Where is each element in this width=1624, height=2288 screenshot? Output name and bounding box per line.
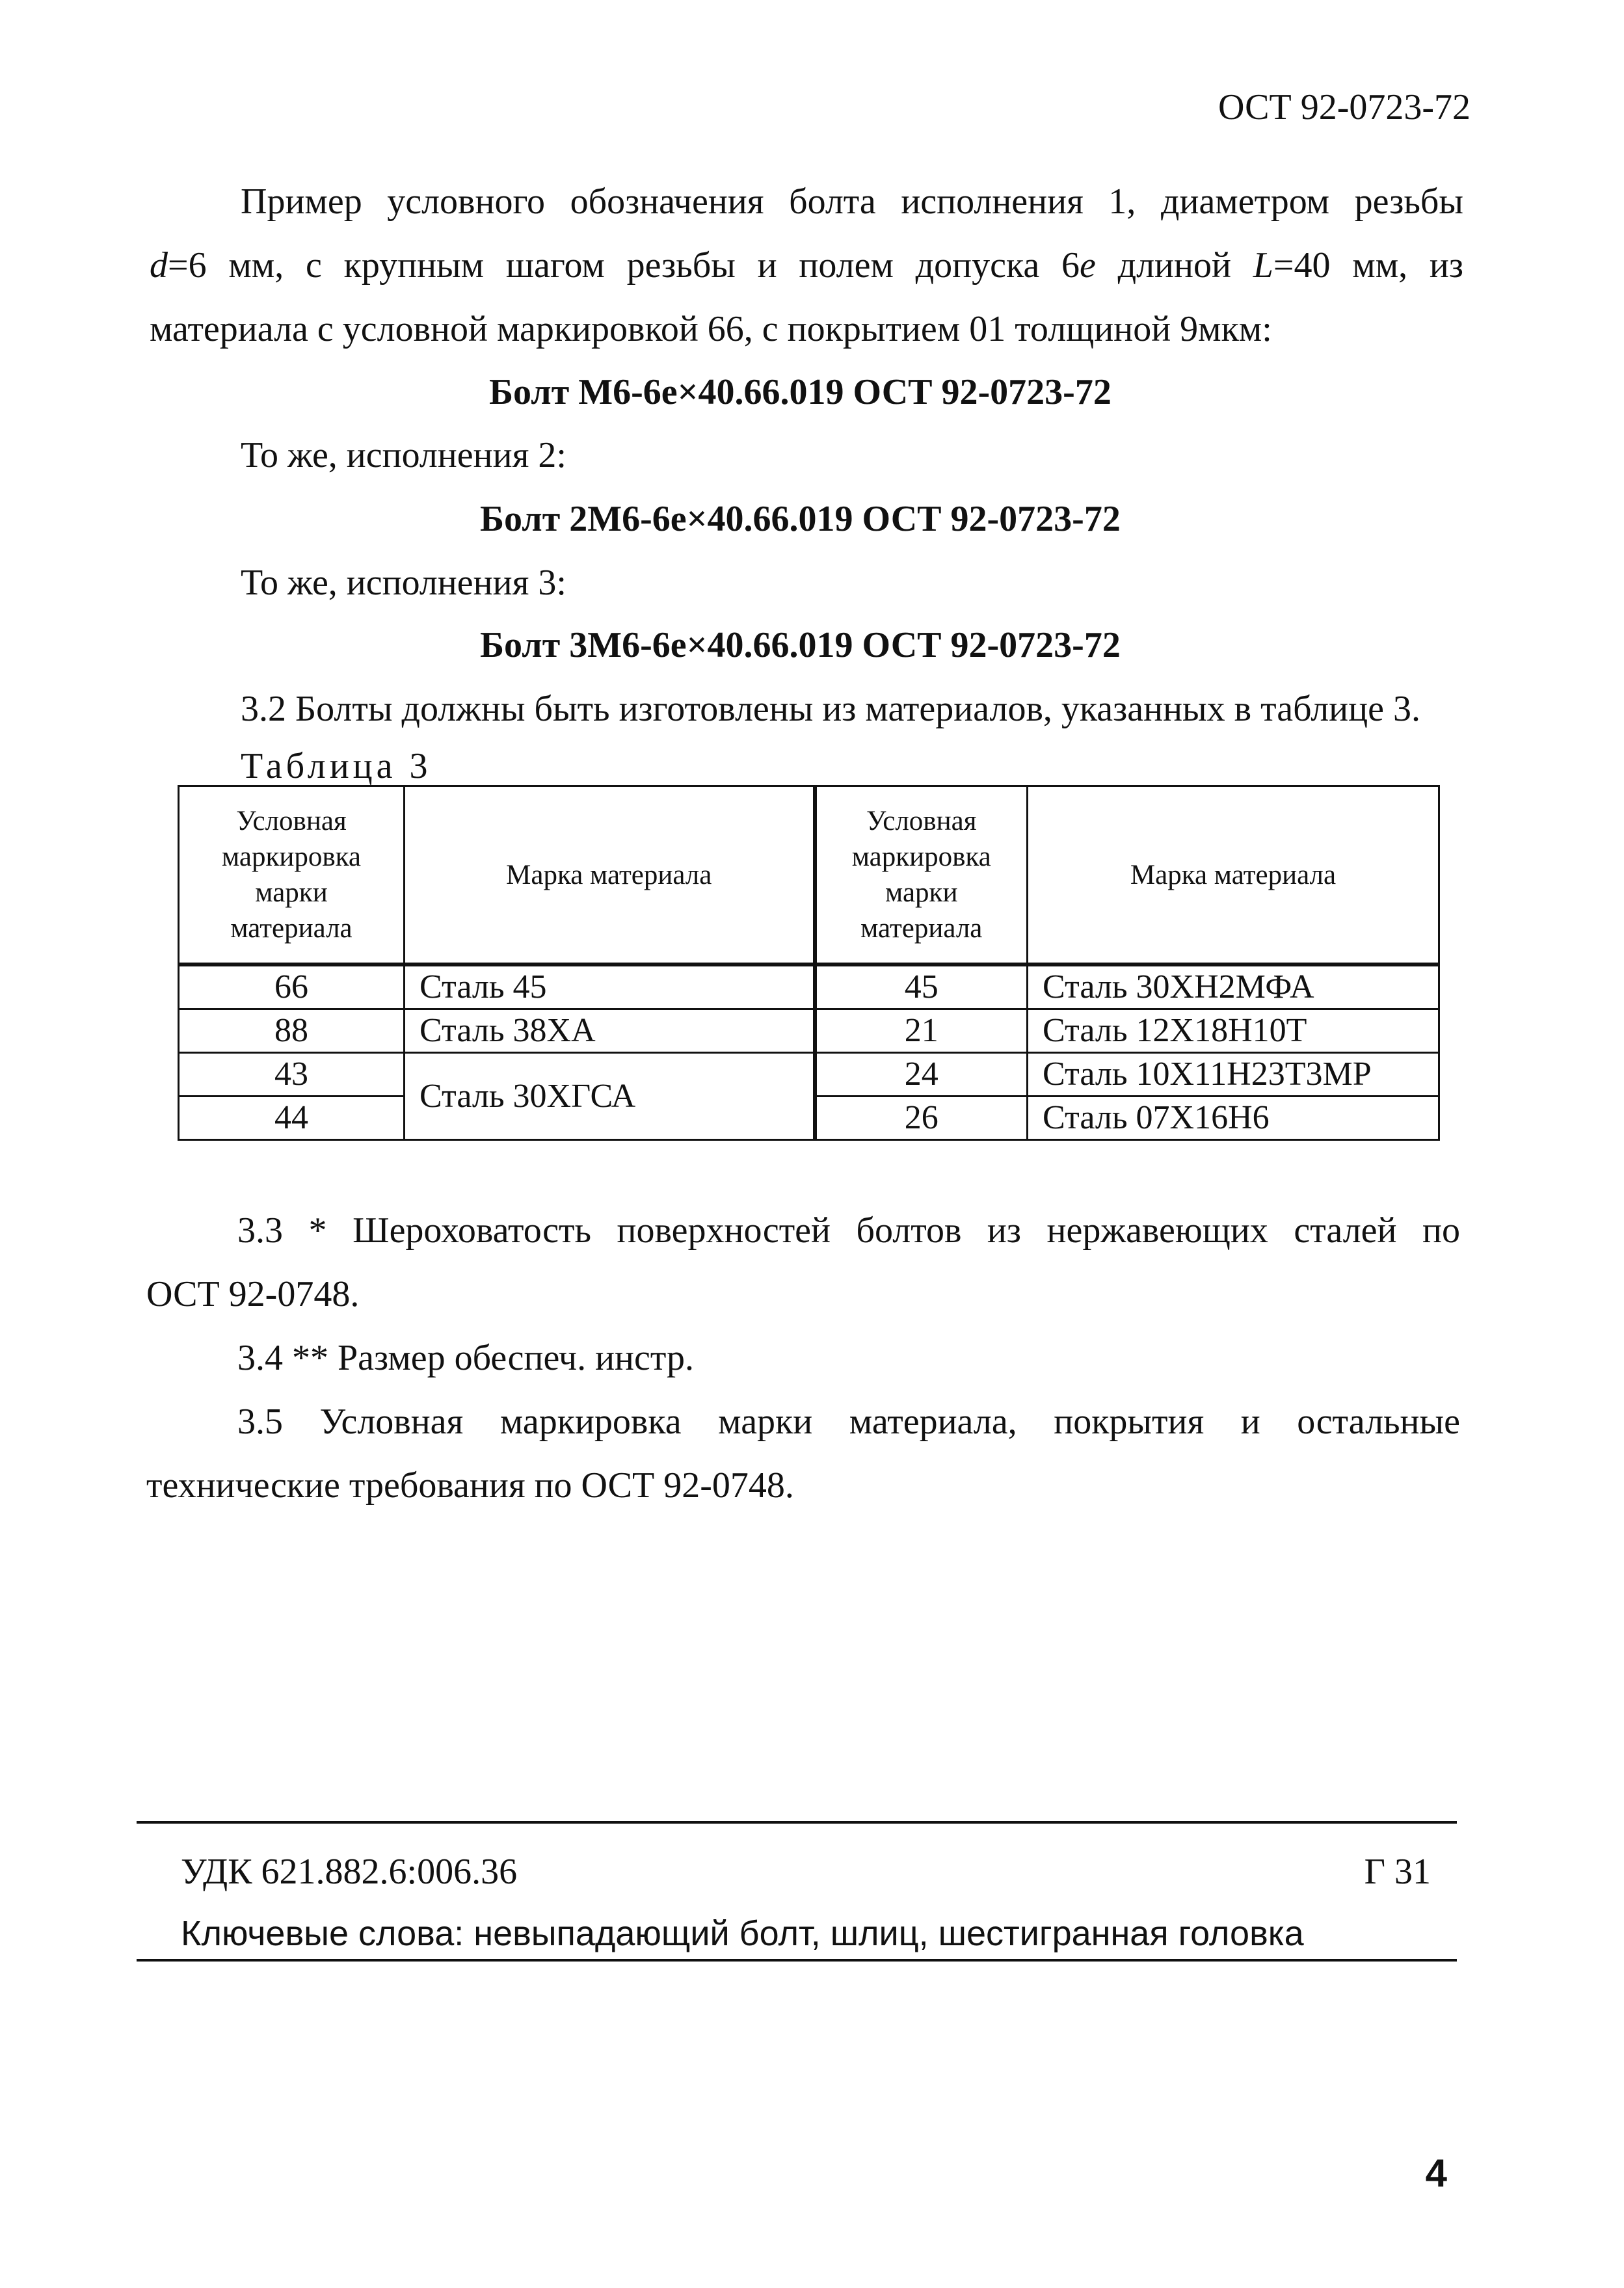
cell-grade: Сталь 07Х16Н6	[1028, 1097, 1439, 1140]
clause-3-5-line-1: 3.5 Условная маркировка марки материала, покрытия и остальные	[237, 1402, 1460, 1442]
clause-3-3-line-1: 3.3 * Шероховатость поверхностей болтов из нержавеющих сталей по	[237, 1210, 1460, 1251]
clause-3-4: 3.4 ** Размер обеспеч. инстр.	[237, 1338, 695, 1378]
footer-bottom-rule	[137, 1959, 1457, 1962]
udc-code: УДК 621.882.6:006.36	[181, 1852, 518, 1892]
header-grade-right: Марка материала	[1028, 786, 1439, 965]
table-row	[179, 964, 1439, 1009]
intro-line-3: материала с условной маркировкой 66, с покрытием 01 толщиной 9мкм:	[150, 309, 1272, 349]
cell-grade: Сталь 38ХА	[405, 1009, 815, 1053]
cell-grade: Сталь 12Х18Н10Т	[1028, 1009, 1439, 1053]
cell-grade-merged: Сталь 30ХГСА	[405, 1053, 815, 1140]
cell-code: 21	[815, 1009, 1028, 1053]
clause-3-5-line-2: технические требования по ОСТ 92-0748.	[146, 1465, 794, 1506]
intro-line-1: Пример условного обозначения болта исполнения 1, диаметром резьбы	[241, 181, 1463, 222]
cell-grade: Сталь 45	[405, 964, 815, 1009]
cell-code: 26	[815, 1097, 1028, 1140]
designation-example-3: Болт 3М6-6е×40.66.019 ОСТ 92-0723-72	[480, 625, 1121, 665]
cell-code: 44	[179, 1097, 405, 1140]
d-symbol: d	[150, 245, 168, 286]
keywords: Ключевые слова: невыпадающий болт, шлиц, шестигранная головка	[181, 1914, 1304, 1953]
table-header-row	[179, 786, 1439, 965]
classification-group: Г 31	[1364, 1852, 1431, 1892]
cell-grade: Сталь 10Х11Н23Т3МР	[1028, 1053, 1439, 1097]
materials-table	[178, 785, 1440, 1141]
cell-code: 45	[815, 964, 1028, 1009]
document-code-header: ОСТ 92-0723-72	[1218, 87, 1471, 127]
designation-example-1: Болт М6-6е×40.66.019 ОСТ 92-0723-72	[489, 372, 1112, 412]
clause-3-3-line-2: ОСТ 92-0748.	[146, 1274, 360, 1314]
page-number: 4	[1425, 2151, 1447, 2195]
footer-top-rule	[137, 1821, 1457, 1824]
cell-grade: Сталь 30ХН2МФА	[1028, 964, 1439, 1009]
cell-code: 88	[179, 1009, 405, 1053]
intro-line-2: d=6 мм, с крупным шагом резьбы и полем допуска 6e длиной L=40 мм, из	[150, 245, 1464, 286]
L-symbol: L	[1253, 245, 1273, 286]
cell-code: 66	[179, 964, 405, 1009]
table-row	[179, 1009, 1439, 1053]
table-row	[179, 1053, 1439, 1097]
clause-3-2: 3.2 Болты должны быть изготовлены из материалов, указанных в таблице 3.	[241, 689, 1420, 729]
cell-code: 24	[815, 1053, 1028, 1097]
header-code-left: Условная маркировка марки материала	[179, 786, 405, 965]
header-grade-left: Марка материала	[405, 786, 815, 965]
table-caption: Таблица 3	[241, 746, 432, 786]
e-symbol: e	[1079, 245, 1096, 286]
same-execution-2: То же, исполнения 2:	[241, 435, 566, 475]
designation-example-2: Болт 2М6-6е×40.66.019 ОСТ 92-0723-72	[480, 499, 1121, 539]
same-execution-3: То же, исполнения 3:	[241, 563, 566, 603]
cell-code: 43	[179, 1053, 405, 1097]
header-code-right: Условная маркировка марки материала	[815, 786, 1028, 965]
